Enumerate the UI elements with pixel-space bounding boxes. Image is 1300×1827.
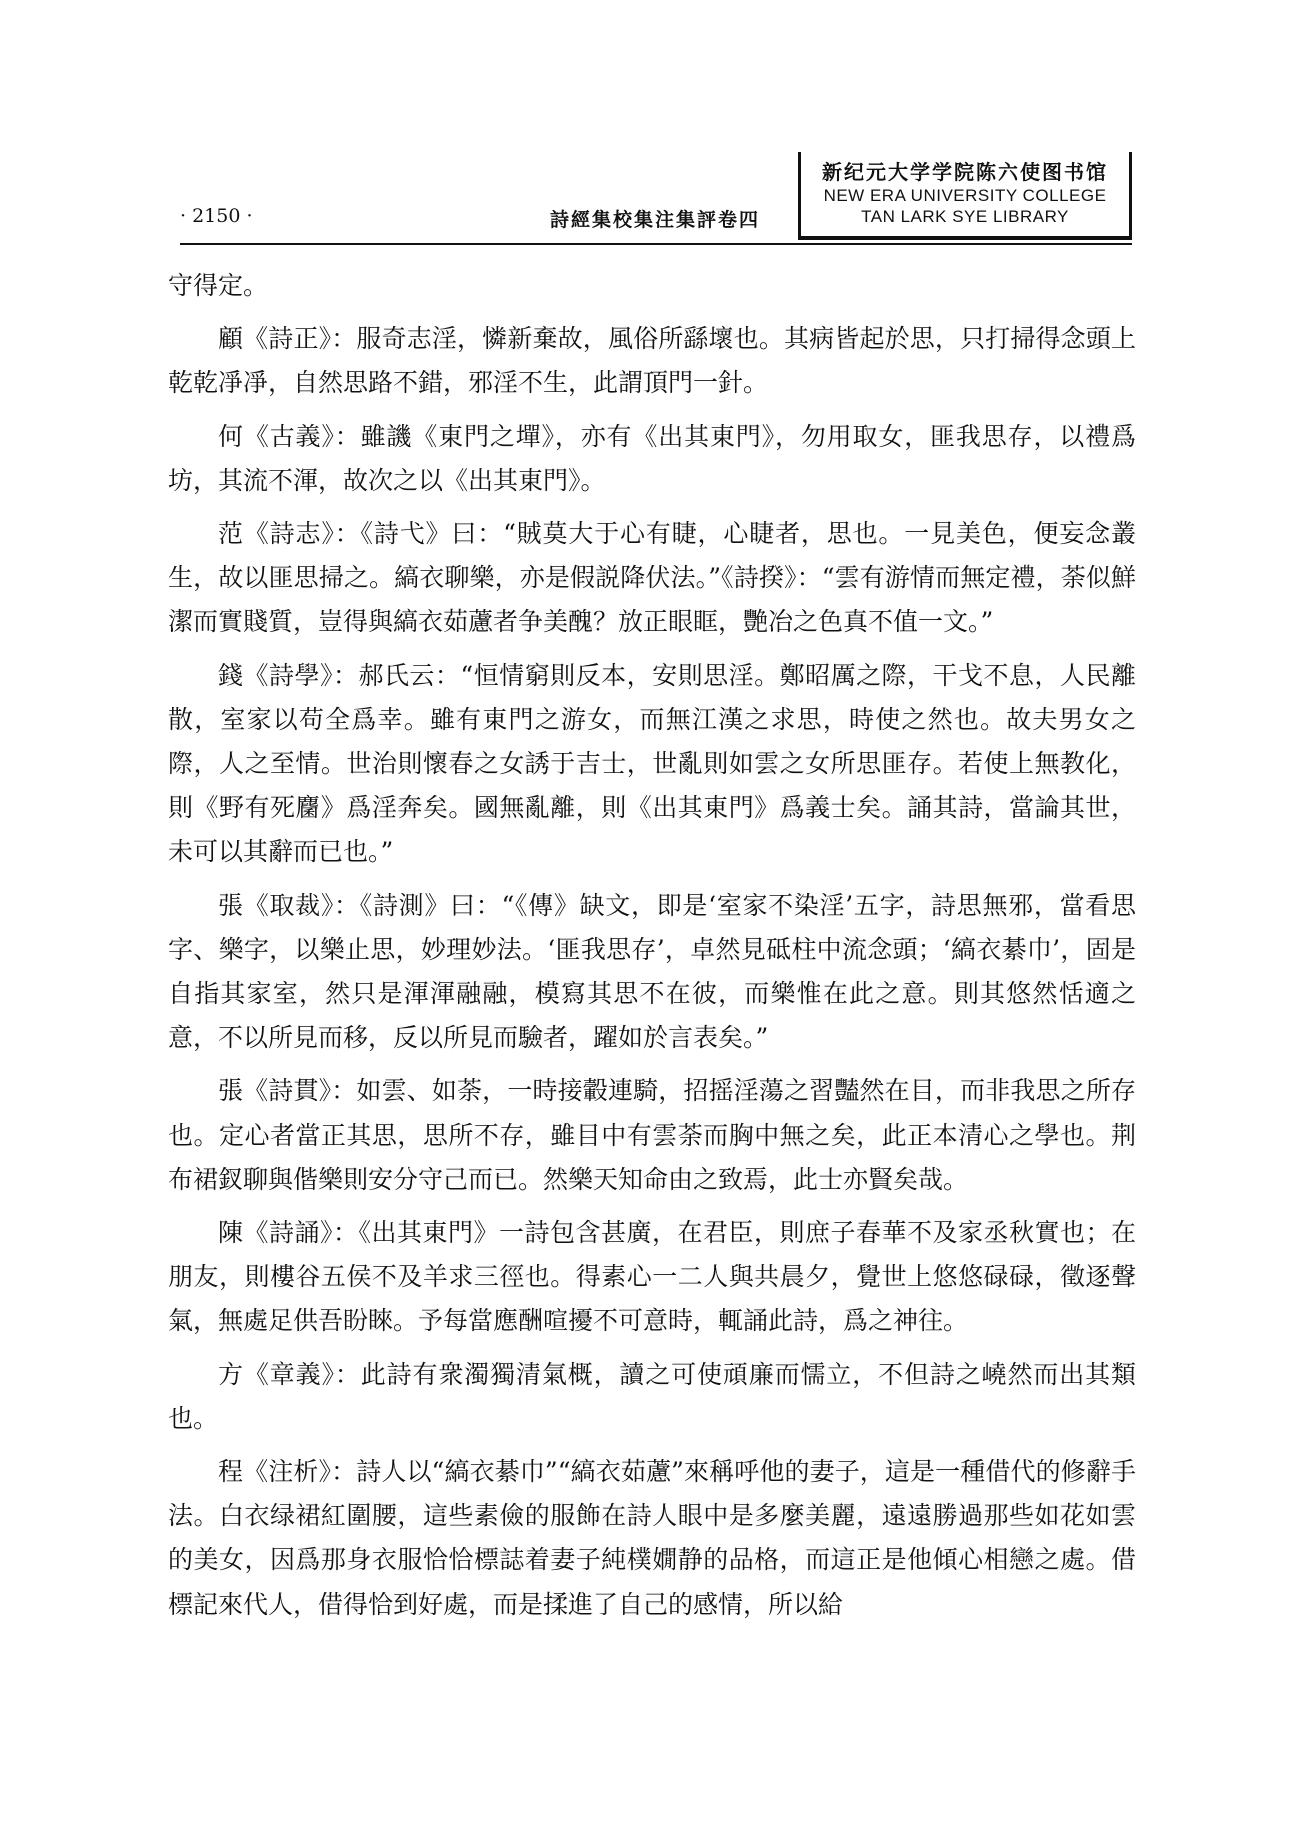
paragraph-he-guyi: 何《古義》：雖譏《東門之墠》，亦有《出其東門》，勿用取女，匪我思存，以禮爲坊，其流不渾，故次之以《出其東門》。	[168, 421, 1136, 495]
page-body	[168, 264, 1136, 1636]
library-stamp-english-1: NEW ERA UNIVERSITY COLLEGE	[823, 186, 1107, 205]
paragraph-zhang-qucai: 張《取裁》：《詩測》曰：“《傳》缺文，即是‘室家不染淫’五字，詩思無邪，當看思字、樂字，以樂止思，妙理妙法。‘匪我思存’，卓然見砥柱中流念頭；‘縞衣綦巾’，固是自指其家室，然只是渾渾融融，模寫其思不在彼，而樂惟在此之意。則其悠然恬適之意，不以所見而移，反以所見而驗者，躍如於言表矣。”	[168, 890, 1136, 1053]
paragraph-fang-zhangyi: 方《章義》：此詩有衆濁獨清氣概，讀之可使頑廉而懦立，不但詩之嶢然而出其類也。	[168, 1359, 1136, 1433]
page-header	[180, 205, 1130, 235]
paragraph-chen-shisong: 陳《詩誦》：《出其東門》一詩包含甚廣，在君臣，則庶子春華不及家丞秋實也；在朋友，則樓谷五侯不及羊求三徑也。得素心一二人與共晨夕，覺世上悠悠碌碌，徵逐聲氣，無處足供吾盼睞。予每當應酬喧擾不可意時，輒誦此詩，爲之神往。	[168, 1218, 1136, 1336]
paragraph-continuation: 守得定。	[168, 271, 269, 300]
paragraph-zhang-shiguan: 張《詩貫》：如雲、如荼，一時接轂連騎，招摇淫蕩之習豔然在目，而非我思之所存也。定心者當正其思，思所不存，雖目中有雲荼而胸中無之矣，此正本清心之學也。荆布裙釵聊與偕樂則安分守己而已。然樂天知命由之致焉，此士亦賢矣哉。	[168, 1076, 1136, 1194]
paragraph-gu-shizheng: 顧《詩正》：服奇志淫，憐新棄故，風俗所繇壞也。其病皆起於思，只打掃得念頭上乾乾凈凈，自然思路不錯，邪淫不生，此謂頂門一針。	[168, 324, 1136, 398]
header-rule	[180, 243, 1132, 245]
running-title: 詩經集校集注集評卷四	[550, 209, 761, 231]
paragraph-qian-shixue: 錢《詩學》：郝氏云：“恒情窮則反本，安則思淫。鄭昭厲之際，干戈不息，人民離散，室家以苟全爲幸。雖有東門之游女，而無江漢之求思，時使之然也。故夫男女之際，人之至情。世治則懷春之女誘于吉士，世亂則如雲之女所思匪存。若使上無教化，則《野有死麕》爲淫奔矣。國無亂離，則《出其東門》爲義士矣。誦其詩，當論其世，未可以其辭而已也。”	[168, 660, 1136, 867]
library-stamp-english-2: TAN LARK SYE LIBRARY	[861, 207, 1069, 226]
paragraph-cheng-zhuxi: 程《注析》：詩人以“縞衣綦巾”“縞衣茹藘”來稱呼他的妻子，這是一種借代的修辭手法。白衣绿裙紅圍腰，這些素儉的服飾在詩人眼中是多麼美麗，遠遠勝過那些如花如雲的美女，因爲那身衣服恰恰標誌着妻子純樸嫺静的品格，而這正是他傾心相戀之處。借標記來代人，借得恰到好處，而是揉進了自己的感情，所以給	[168, 1457, 1136, 1619]
paragraph-fan-shizhi: 范《詩志》：《詩弋》曰：“賊莫大于心有睫，心睫者，思也。一見美色，便妄念叢生，故以匪思掃之。縞衣聊樂，亦是假説降伏法。”《詩揆》：“雲有游情而無定禮，荼似鮮潔而實賤質，豈得與縞衣茹藘者争美醜？放正眼眶，艷冶之色真不值一文。”	[168, 519, 1136, 637]
page-number: · 2150 ·	[180, 205, 253, 227]
library-stamp-chinese: 新纪元大学学院陈六使图书馆	[822, 160, 1108, 184]
